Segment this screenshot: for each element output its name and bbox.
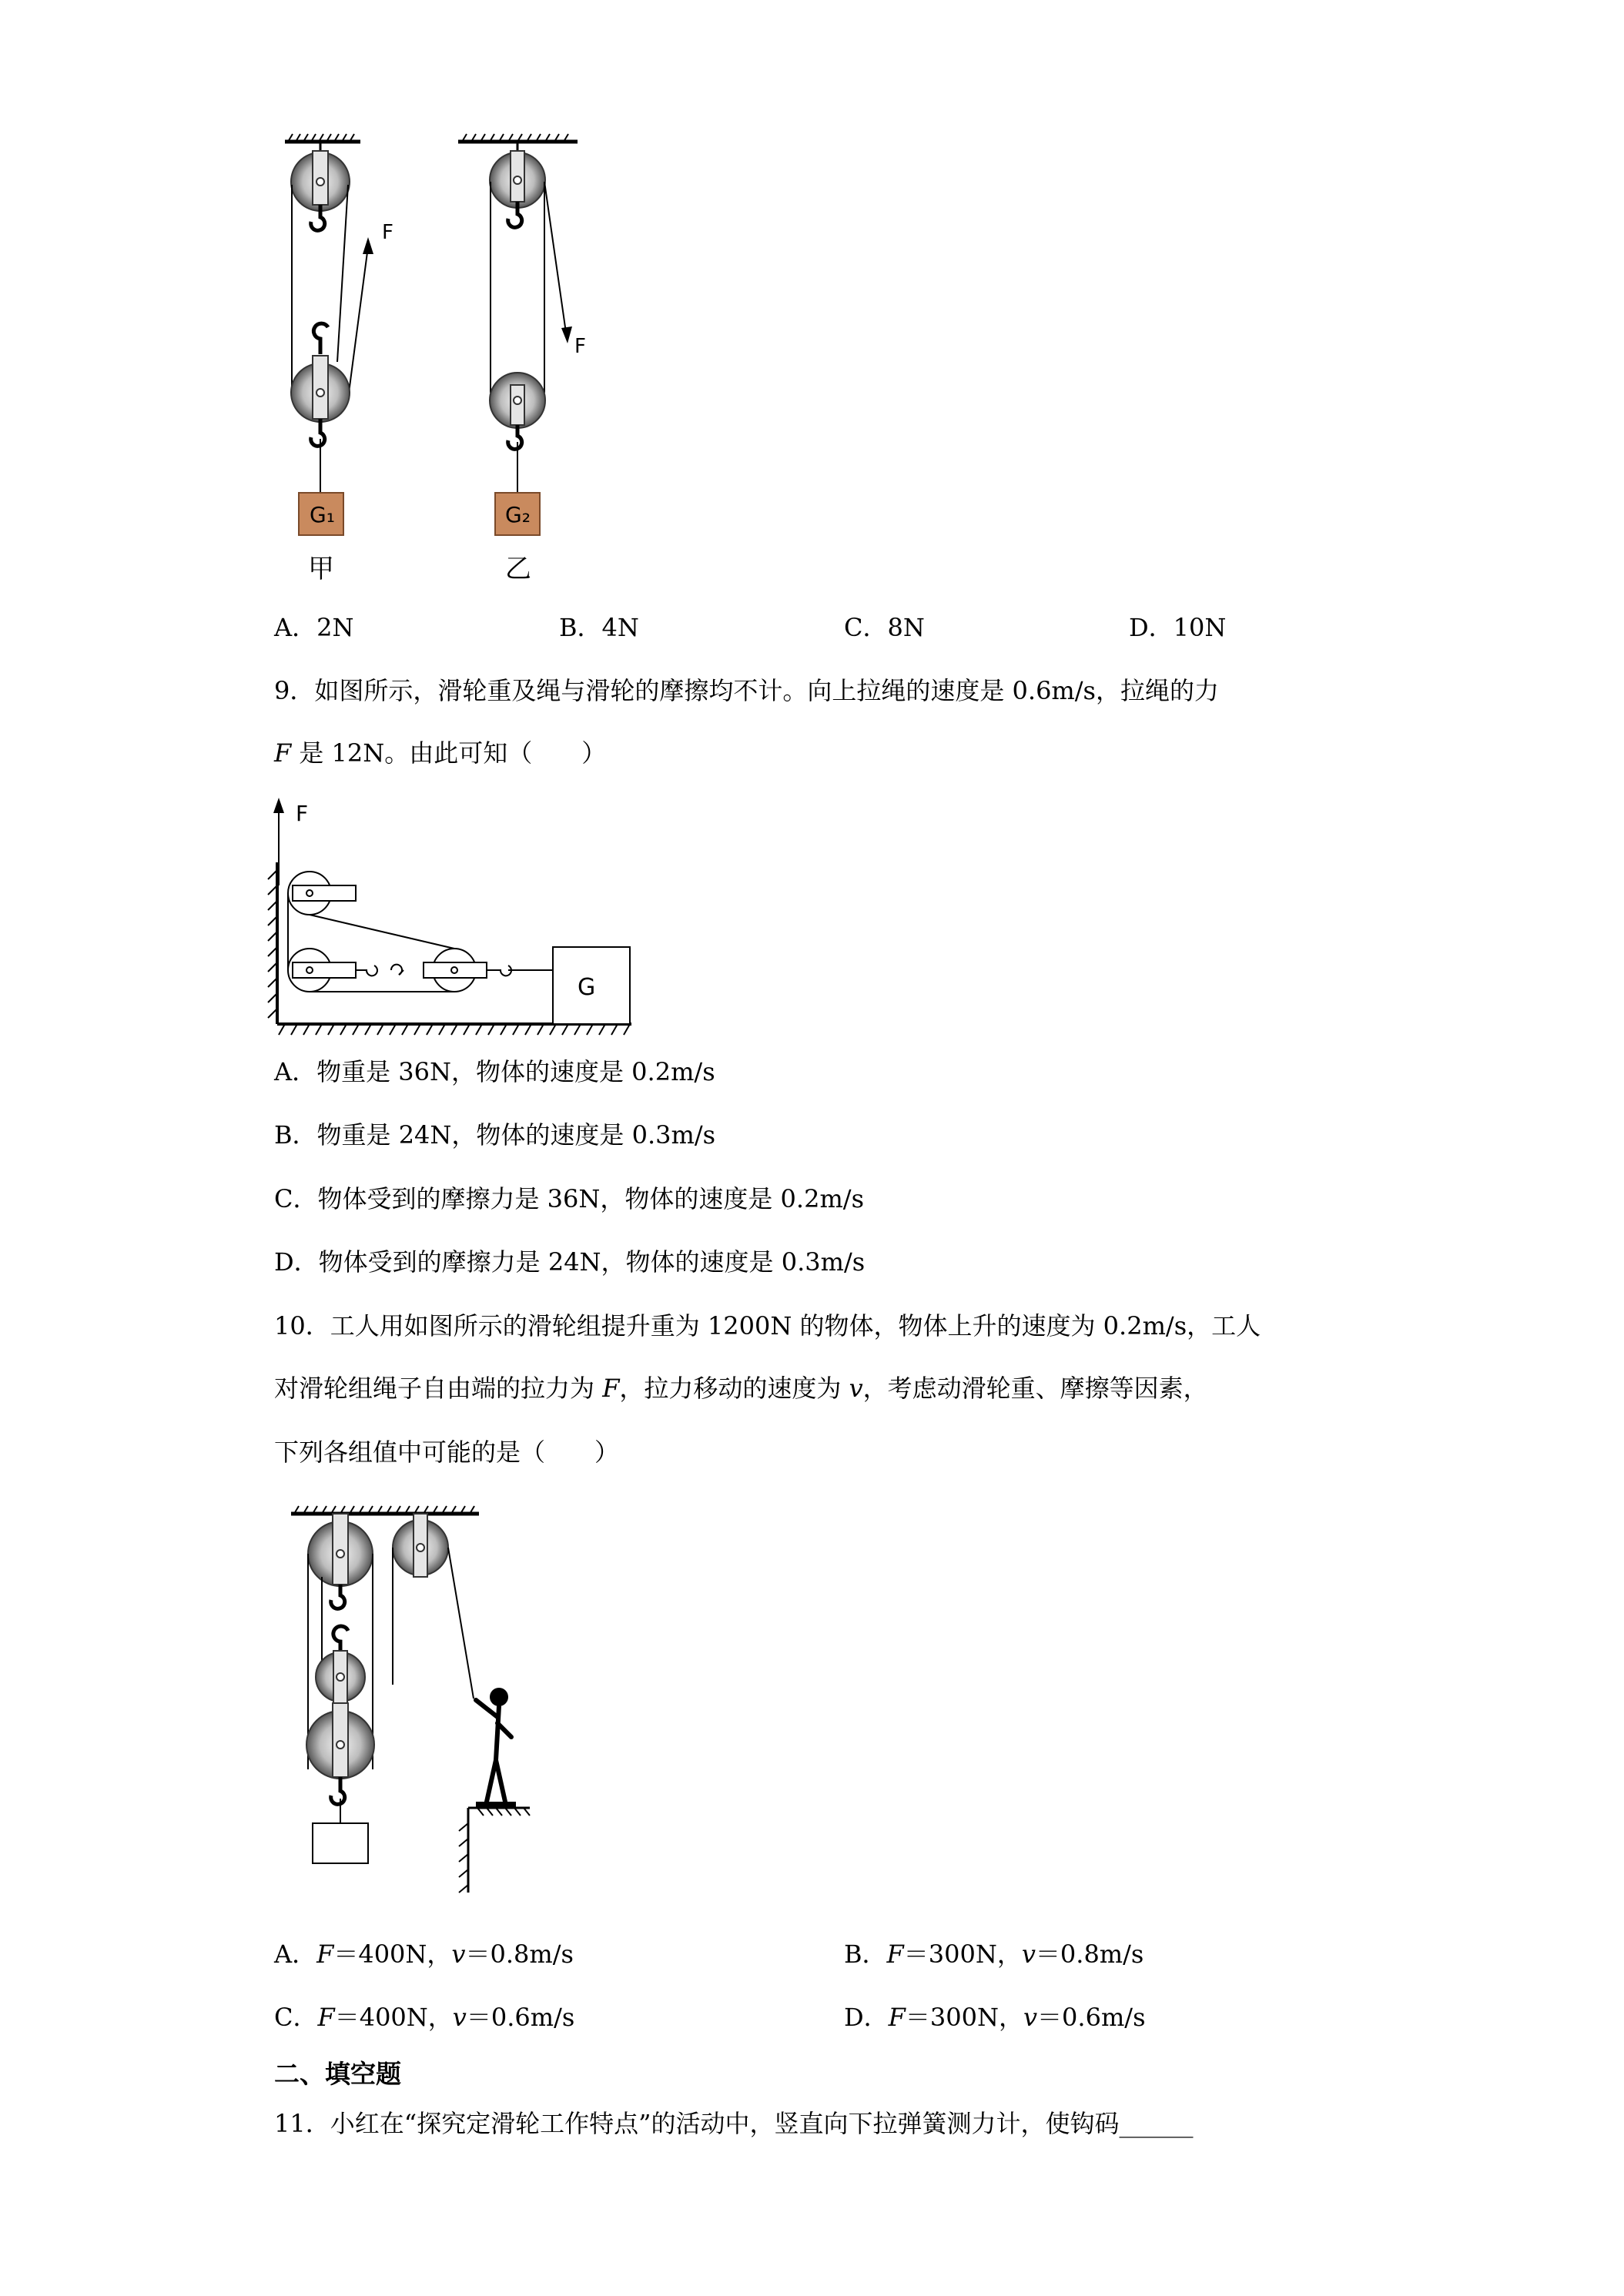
q9-stem-line2: F 是 12N。由此可知（ ）	[274, 738, 607, 768]
ceiling-q10	[291, 1506, 479, 1514]
caption-yi: 乙	[505, 554, 531, 584]
q9-option-c[interactable]: C．物体受到的摩擦力是 36N，物体的速度是 0.2m/s	[274, 1184, 864, 1213]
q10-stem-line3: 下列各组值中可能的是（ ）	[274, 1438, 620, 1467]
q10-option-a[interactable]: A．F＝400N，v＝0.8m/s	[274, 1940, 574, 1969]
block-g	[508, 947, 630, 1024]
fixed-pulley-lower	[288, 949, 377, 992]
q9-stem-line1: 9．如图所示，滑轮重及绳与滑轮的摩擦均不计。向上拉绳的速度是 0.6m/s，拉绳的力	[274, 676, 1219, 705]
q9-option-a[interactable]: A．物重是 36N，物体的速度是 0.2m/s	[274, 1057, 715, 1086]
q9-option-d[interactable]: D．物体受到的摩擦力是 24N，物体的速度是 0.3m/s	[274, 1247, 866, 1277]
q9-option-b[interactable]: B．物重是 24N，物体的速度是 0.3m/s	[274, 1120, 716, 1150]
weight-g2	[495, 493, 540, 535]
q8-option-a[interactable]: A．2N	[274, 613, 354, 642]
section-title-fill-in: 二、填空题	[274, 2059, 401, 2089]
force-label-right: F	[574, 335, 586, 358]
q10-option-d[interactable]: D．F＝300N，v＝0.6m/s	[844, 2003, 1146, 2032]
fixed-pulley-upper	[288, 872, 356, 915]
force-arrow-left	[363, 237, 373, 254]
caption-jia: 甲	[308, 554, 334, 584]
q8-option-d[interactable]: D．10N	[1129, 613, 1227, 642]
q10-stem-line1: 10．工人用如图所示的滑轮组提升重为 1200N 的物体，物体上升的速度为 0.2m/s，工人	[274, 1311, 1261, 1340]
force-arrow-right	[561, 326, 572, 343]
q8-option-c[interactable]: C．8N	[844, 613, 925, 642]
weight-box-q10	[313, 1823, 368, 1863]
answer-blank[interactable]: ______	[1119, 2109, 1194, 2138]
force-arrow-q9	[273, 798, 284, 813]
svg-text:G: G	[578, 974, 596, 1001]
movable-pulley-left	[291, 323, 350, 493]
fixed-pulley-q10-right	[393, 1514, 448, 1577]
ceiling-left	[285, 134, 360, 142]
movable-pulley-q10-big	[306, 1703, 374, 1823]
q10-option-c[interactable]: C．F＝400N，v＝0.6m/s	[274, 2003, 575, 2032]
ceiling-right	[458, 134, 578, 142]
platform	[459, 1802, 530, 1893]
fixed-pulley-left	[291, 142, 350, 230]
worker-figure	[476, 1688, 511, 1802]
wall	[268, 862, 277, 1024]
q10-option-b[interactable]: B．F＝300N，v＝0.8m/s	[844, 1940, 1144, 1969]
q10-stem-line2: 对滑轮组绳子自由端的拉力为 F，拉力移动的速度为 v，考虑动滑轮重、摩擦等因素，	[274, 1374, 1208, 1403]
figure-q8-pulleys	[270, 131, 608, 593]
figure-q10-pulley-system	[285, 1500, 562, 1900]
movable-pulley-q10-small	[316, 1626, 365, 1703]
fixed-pulley-q10-left	[308, 1514, 373, 1608]
movable-pulley-right	[490, 373, 545, 493]
floor	[277, 1024, 631, 1035]
figure-q9-pulleys	[262, 793, 662, 1039]
svg-text:G₁: G₁	[310, 502, 335, 527]
q8-option-b[interactable]: B．4N	[559, 613, 639, 642]
q11-stem-line1: 11．小红在“探究定滑轮工作特点”的活动中，竖直向下拉弹簧测力计，使钩码______	[274, 2109, 1194, 2138]
weight-g1	[299, 493, 343, 535]
force-label-q9: F	[296, 801, 309, 826]
force-label-left: F	[382, 221, 393, 244]
svg-text:G₂: G₂	[505, 502, 531, 527]
movable-pulley-q9	[391, 949, 511, 992]
fixed-pulley-right	[490, 142, 545, 227]
